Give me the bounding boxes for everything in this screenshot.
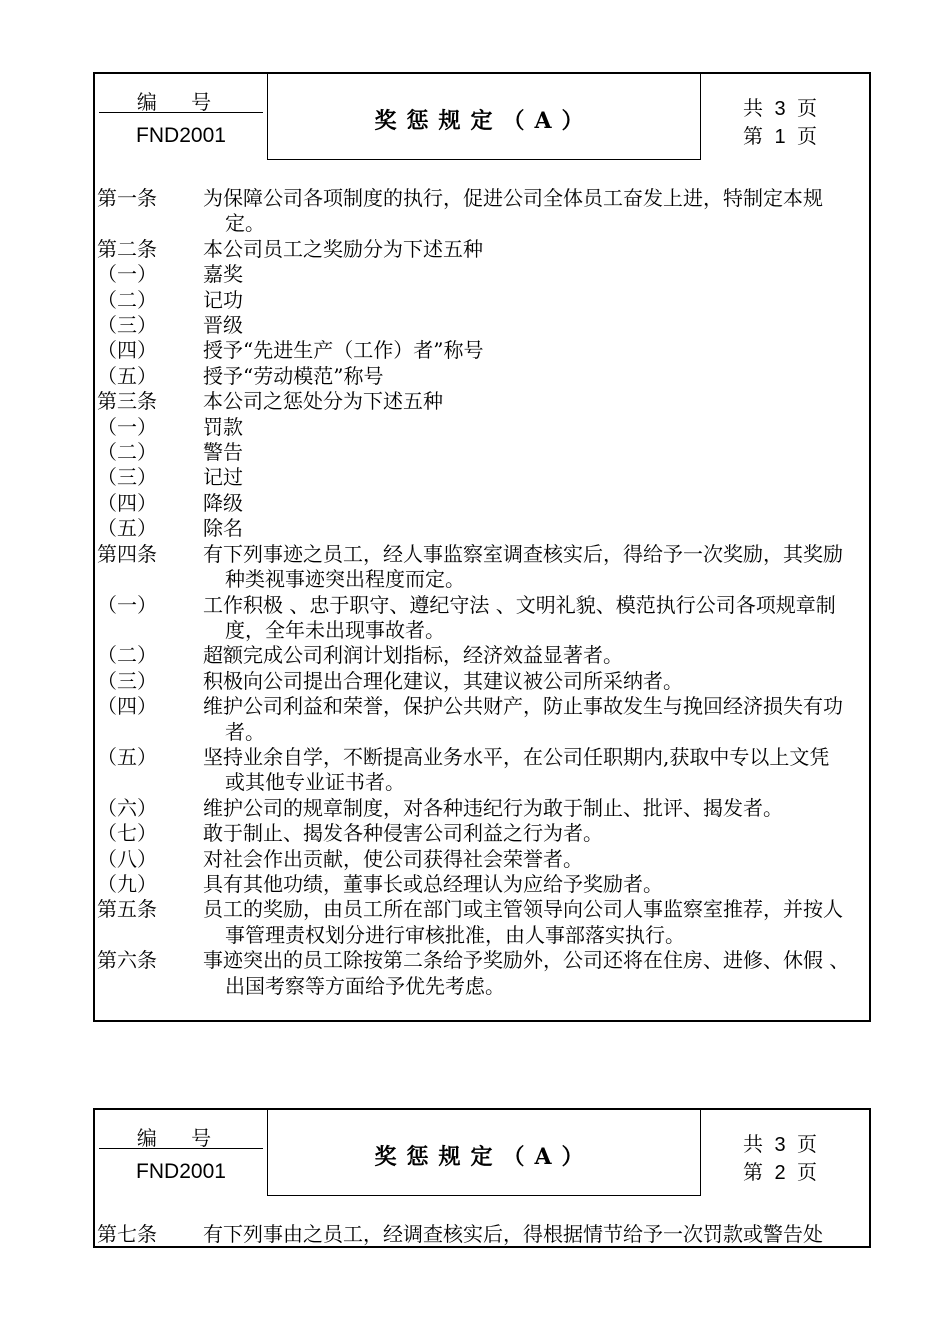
page-header — [95, 1110, 869, 1196]
clause-text: 晋级 — [203, 313, 243, 338]
title-cell — [267, 74, 701, 160]
page-count-cell — [701, 74, 871, 160]
clause-label: （三） — [97, 313, 157, 338]
clause-text: 罚款 — [203, 414, 243, 439]
total-pages: 共 3 页 — [743, 96, 817, 120]
document-title: 奖惩规定（A） — [374, 108, 594, 134]
clause-text: 超额完成公司利润计划指标，经济效益显著者。 — [203, 643, 623, 668]
clause-label: （四） — [97, 490, 157, 515]
clause-text-continued: 定。 — [225, 211, 265, 236]
clause-row — [97, 313, 869, 338]
clause-text: 工作积极 、忠于职守、遵纪守法 、文明礼貌、模范执行公司各项规章制 — [203, 592, 836, 617]
clause-text: 嘉奖 — [203, 262, 243, 287]
clause-label: （八） — [97, 846, 157, 871]
clause-row — [97, 694, 869, 745]
clause-label: （七） — [97, 821, 157, 846]
clause-text: 有下列事由之员工，经调查核实后，得根据情节给予一次罚款或警告处 — [203, 1222, 823, 1246]
clause-row — [97, 847, 869, 872]
clause-label: （三） — [97, 465, 157, 490]
clause-text: 对社会作出贡献，使公司获得社会荣誉者。 — [203, 846, 583, 871]
code-cell — [95, 1110, 267, 1196]
clause-label: 第三条 — [97, 389, 157, 414]
current-page: 第 2 页 — [743, 1160, 817, 1184]
clause-text: 记功 — [203, 287, 243, 312]
title-cell — [267, 1110, 701, 1196]
divider — [99, 1148, 263, 1149]
clause-row — [97, 465, 869, 490]
clause-label: 第五条 — [97, 897, 157, 922]
clause-row — [97, 186, 869, 237]
divider — [99, 112, 263, 113]
clause-text: 本公司员工之奖励分为下述五种 — [203, 236, 483, 261]
clause-text-continued: 度，全年未出现事故者。 — [225, 617, 445, 642]
clause-text: 为保障公司各项制度的执行，促进公司全体员工奋发上进，特制定本规 — [203, 186, 823, 210]
clause-row — [97, 593, 869, 644]
clause-label: 第二条 — [97, 236, 157, 261]
current-page: 第 1 页 — [743, 124, 817, 148]
clause-row — [97, 491, 869, 516]
document-body — [97, 1222, 869, 1247]
clause-text: 有下列事迹之员工，经人事监察室调查核实后，得给予一次奖励，其奖励 — [203, 541, 843, 566]
code-cell — [95, 74, 267, 160]
clause-row — [97, 542, 869, 593]
clause-text: 坚持业余自学，不断提高业务水平，在公司任职期内,获取中专以上文凭 — [203, 744, 830, 769]
clause-label: （四） — [97, 694, 157, 719]
clause-row — [97, 389, 869, 414]
clause-text: 降级 — [203, 490, 243, 515]
clause-label: （一） — [97, 414, 157, 439]
code-value: FND2001 — [136, 1160, 226, 1183]
clause-row — [97, 948, 869, 999]
clause-text: 事迹突出的员工除按第二条给予奖励外，公司还将在住房、进修、休假 、 — [203, 948, 850, 973]
clause-text: 警告 — [203, 440, 243, 465]
clause-text: 敢于制止、揭发各种侵害公司利益之行为者。 — [203, 821, 603, 846]
clause-row — [97, 897, 869, 948]
clause-label: 第六条 — [97, 948, 157, 973]
clause-row — [97, 643, 869, 668]
clause-text-continued: 事管理责权划分进行审核批准，由人事部落实执行。 — [225, 922, 685, 947]
clause-text: 维护公司的规章制度，对各种违纪行为敢于制止、批评、揭发者。 — [203, 795, 783, 820]
clause-text: 授予“劳动模范”称号 — [203, 363, 384, 388]
code-label: 编 号 — [136, 90, 226, 114]
clause-row — [97, 745, 869, 796]
clause-row — [97, 262, 869, 287]
clause-label: （六） — [97, 795, 157, 820]
clause-label: （二） — [97, 643, 157, 668]
clause-text: 除名 — [203, 516, 243, 541]
page-header — [95, 74, 869, 160]
clause-row — [97, 288, 869, 313]
clause-row — [97, 1222, 869, 1247]
clause-label: （二） — [97, 287, 157, 312]
clause-label: （五） — [97, 744, 157, 769]
clause-label: （一） — [97, 262, 157, 287]
clause-row — [97, 440, 869, 465]
clause-row — [97, 415, 869, 440]
clause-row — [97, 872, 869, 897]
clause-label: 第七条 — [97, 1222, 157, 1246]
clause-row — [97, 796, 869, 821]
page-count-cell — [701, 1110, 871, 1196]
document-body — [97, 186, 869, 999]
clause-row — [97, 516, 869, 541]
document-page-2 — [93, 1108, 871, 1248]
clause-text-continued: 者。 — [225, 719, 265, 744]
clause-row — [97, 364, 869, 389]
clause-text: 维护公司利益和荣誉，保护公共财产，防止事故发生与挽回经济损失有功 — [203, 694, 843, 719]
clause-label: （四） — [97, 338, 157, 363]
clause-text-continued: 或其他专业证书者。 — [225, 770, 405, 795]
document-page-1 — [93, 72, 871, 1022]
clause-text: 本公司之惩处分为下述五种 — [203, 389, 443, 414]
document-title: 奖惩规定（A） — [374, 1144, 594, 1170]
clause-text: 记过 — [203, 465, 243, 490]
clause-row — [97, 338, 869, 363]
code-value: FND2001 — [136, 124, 226, 147]
clause-label: （三） — [97, 668, 157, 693]
clause-text: 员工的奖励，由员工所在部门或主管领导向公司人事监察室推荐，并按人 — [203, 897, 843, 922]
clause-row — [97, 669, 869, 694]
clause-label: （五） — [97, 516, 157, 541]
code-label: 编 号 — [136, 1126, 226, 1150]
clause-label: 第一条 — [97, 186, 157, 210]
clause-text-continued: 出国考察等方面给予优先考虑。 — [225, 973, 505, 998]
total-pages: 共 3 页 — [743, 1132, 817, 1156]
clause-row — [97, 237, 869, 262]
clause-row — [97, 821, 869, 846]
clause-text: 授予“先进生产（工作）者”称号 — [203, 338, 484, 363]
clause-text: 积极向公司提出合理化建议，其建议被公司所采纳者。 — [203, 668, 683, 693]
clause-label: （二） — [97, 440, 157, 465]
clause-label: （一） — [97, 592, 157, 617]
clause-label: （九） — [97, 871, 157, 896]
clause-text-continued: 种类视事迹突出程度而定。 — [225, 567, 465, 592]
clause-text: 具有其他功绩，董事长或总经理认为应给予奖励者。 — [203, 871, 663, 896]
clause-label: 第四条 — [97, 541, 157, 566]
clause-label: （五） — [97, 363, 157, 388]
